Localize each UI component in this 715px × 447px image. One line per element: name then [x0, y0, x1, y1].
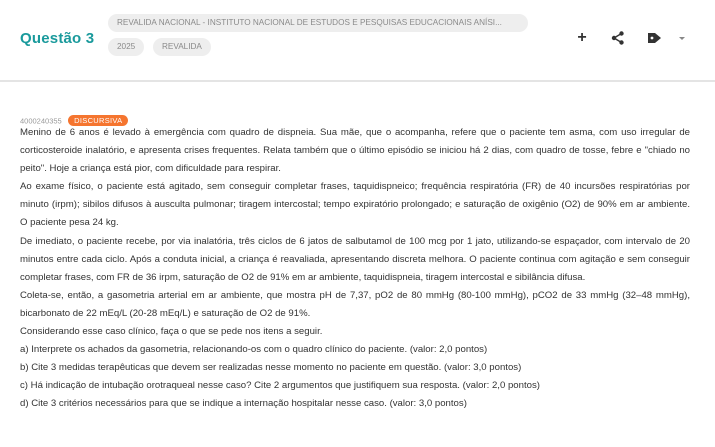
item-c: c) Há indicação de intubação orotraqueal nesse caso? Cite 2 argumentos que justifiquem sua resposta. (valor: 2,0 pontos) — [20, 380, 540, 392]
item-b: b) Cite 3 medidas terapêuticas que devem ser realizadas nesse momento no paciente em questão. (valor: 3,0 pontos) — [20, 362, 522, 374]
question-id: 4000240355 — [20, 116, 62, 126]
question-header — [0, 0, 715, 82]
item-d: d) Cite 3 critérios necessários para que se indique a internação hospitalar nesse caso. (valor: 3,0 pontos) — [20, 398, 467, 410]
share-icon[interactable] — [610, 30, 626, 46]
year-chip[interactable]: 2025 — [108, 38, 144, 56]
paragraph: Ao exame físico, o paciente está agitado, sem conseguir completar frases, taquidispneico; frequência respiratória (FR) de 40 incursões respiratórias por minuto (irpm); sibilos difusos à ausculta pulmonar; tiragem intercostal; tempo expiratório prolongado; e saturação de oxigênio (O2) de 90% em ar ambiente. O paciente pesa 24 kg. — [20, 181, 690, 229]
paragraph: Coleta-se, então, a gasometria arterial em ar ambiente, que mostra pH de 7,37, pO2 de 80 mmHg (80-100 mmHg), pCO2 de 33 mmHg (32–48 mmHg), bicarbonato de 22 mEq/L (20-28 mEq/L) e saturação de O2 de 91%. — [20, 289, 690, 319]
question-statement — [20, 124, 690, 414]
source-chip[interactable]: REVALIDA NACIONAL - INSTITUTO NACIONAL DE ESTUDOS E PESQUISAS EDUCACIONAIS ANÍSI... — [108, 14, 528, 32]
question-type-badge: DISCURSIVA — [68, 115, 128, 126]
item-a: a) Interprete os achados da gasometria, relacionando-os com o quadro clínico do paciente. (valor: 2,0 pontos) — [20, 344, 488, 356]
paragraph: Considerando esse caso clínico, faça o que se pede nos itens a seguir. — [20, 326, 323, 338]
paragraph: Menino de 6 anos é levado à emergência com quadro de dispneia. Sua mãe, que o acompanha, refere que o paciente tem asma, com uso irregular de corticosteroide inalatório, e apresenta crises frequentes. Relata também que o último episódio se iniciou há 2 dias, com quadro de tosse, febre e "chiado no peito". Hoje a criança está pior, com dificuldade para respirar. — [20, 127, 690, 175]
question-number: Questão 3 — [20, 30, 95, 47]
plus-icon[interactable]: + — [577, 29, 587, 46]
tag-icon[interactable] — [647, 30, 663, 46]
chevron-down-icon[interactable] — [677, 30, 693, 46]
question-meta — [20, 112, 128, 124]
exam-chip[interactable]: REVALIDA — [153, 38, 211, 56]
paragraph: De imediato, o paciente recebe, por via inalatória, três ciclos de 6 jatos de salbutamol de 100 mcg por 1 jato, utilizando-se espaçador, com intervalo de 20 minutos entre cada ciclo. Após a conduta inicial, a criança é reavaliada, apresentando discreta melhora. O paciente continua com agitação e sem conseguir completar frases, com FR de 36 irpm, saturação de O2 de 91% em ar ambiente, taquidispneia, tiragem intercostal e sibilância difusa. — [20, 235, 690, 283]
